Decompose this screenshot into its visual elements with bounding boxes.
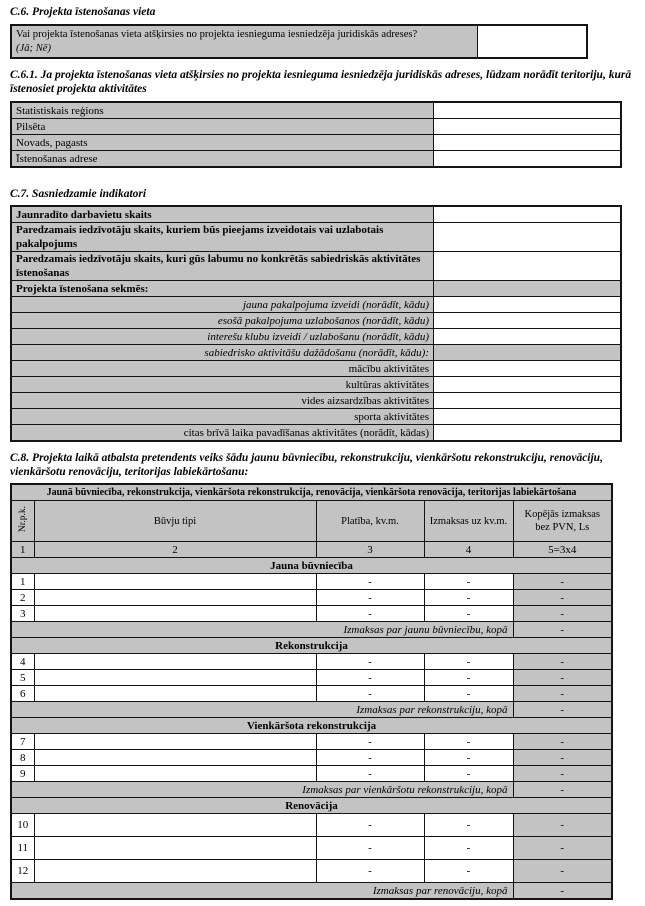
c61-table — [10, 101, 622, 168]
table-row — [11, 425, 621, 442]
total-cost-cell: - — [513, 750, 612, 766]
c61-label-address: Īstenošanas adrese — [11, 151, 434, 168]
c7-label-sport-activities: sporta aktivitātes — [11, 409, 434, 425]
table-row — [11, 734, 612, 750]
building-type-field[interactable] — [34, 766, 316, 782]
total-cost-cell: - — [513, 606, 612, 622]
cost-per-sqm-field[interactable]: - — [424, 734, 513, 750]
c7-label-culture-activities: kultūras aktivitātes — [11, 377, 434, 393]
cost-per-sqm-field[interactable]: - — [424, 574, 513, 590]
table-row — [11, 654, 612, 670]
table-row — [11, 750, 612, 766]
c7-label-activity-diversification: sabiedrisko aktivitāšu dažādošanu (norādīt, kādu): — [11, 345, 434, 361]
total-cost-cell: - — [513, 814, 612, 837]
area-field[interactable]: - — [316, 606, 424, 622]
c7-label-residents-benefit: Paredzamais iedzīvotāju skaits, kuri gūs labumu no konkrētās sabiedriskās aktivitātes īstenošanas — [11, 252, 434, 281]
group-total-label: Izmaksas par vienkāršotu rekonstrukciju, kopā — [11, 782, 513, 798]
table-row — [11, 670, 612, 686]
c61-label-parish: Novads, pagasts — [11, 135, 434, 151]
row-number-cell: 2 — [11, 590, 34, 606]
c7-residents-benefit-field[interactable] — [434, 252, 622, 281]
table-row — [11, 837, 612, 860]
c8-group-header-row — [11, 558, 612, 574]
table-row — [11, 329, 621, 345]
c7-label-project-promotes: Projekta īstenošana sekmēs: — [11, 281, 434, 297]
c61-address-field[interactable] — [434, 151, 622, 168]
c8-col-nr-label: Nr.p.k. — [17, 505, 28, 533]
c7-table — [10, 205, 622, 442]
cost-per-sqm-field[interactable]: - — [424, 750, 513, 766]
table-row — [11, 252, 621, 281]
c8-col-total-cost: Kopējās izmaksas bez PVN, Ls — [513, 501, 612, 542]
c8-table — [10, 483, 613, 900]
total-cost-cell: - — [513, 766, 612, 782]
c7-new-jobs-field[interactable] — [434, 206, 622, 223]
c7-residents-service-field[interactable] — [434, 223, 622, 252]
c7-environment-activities-field[interactable] — [434, 393, 622, 409]
area-field[interactable]: - — [316, 670, 424, 686]
table-row — [11, 151, 621, 168]
c8-column-numbers-row — [11, 542, 612, 558]
c8-group-new-construction: Jauna būvniecība — [11, 558, 612, 574]
c8-group-header-row — [11, 798, 612, 814]
c8-group-header-row — [11, 718, 612, 734]
total-cost-cell: - — [513, 860, 612, 883]
c8-colnum-2: 2 — [34, 542, 316, 558]
c7-label-interest-clubs: interešu klubu izveidi / uzlabošanu (norādīt, kādu) — [11, 329, 434, 345]
cost-per-sqm-field[interactable]: - — [424, 814, 513, 837]
section-c61-title: C.6.1. Ja projekta īstenošanas vieta atšķirsies no projekta iesnieguma iesniedzēja juridiskās adreses, lūdzam norādīt teritoriju, kurā īstenosiet projekta aktivitātes — [10, 69, 632, 95]
building-type-field[interactable] — [34, 606, 316, 622]
c8-table-caption: Jaunā būvniecība, rekonstrukcija, vienkāršota rekonstrukcija, renovācija, vienkāršota renovācija, teritorijas labiekārtošana — [11, 484, 612, 501]
c7-label-new-jobs: Jaunradīto darbavietu skaits — [11, 206, 434, 223]
cost-per-sqm-field[interactable]: - — [424, 766, 513, 782]
c7-label-other-leisure-activities: citas brīvā laika pavadīšanas aktivitātes (norādīt, kādas) — [11, 425, 434, 442]
c8-colnum-5: 5=3x4 — [513, 542, 612, 558]
c7-label-education-activities: mācību aktivitātes — [11, 361, 434, 377]
c7-education-activities-field[interactable] — [434, 361, 622, 377]
row-number-cell: 11 — [11, 837, 34, 860]
table-row — [11, 119, 621, 135]
table-row — [11, 102, 621, 119]
area-field[interactable]: - — [316, 814, 424, 837]
c7-new-service-field[interactable] — [434, 297, 622, 313]
row-number-cell: 1 — [11, 574, 34, 590]
group-total-value: - — [513, 702, 612, 718]
c8-colnum-1: 1 — [11, 542, 34, 558]
c6-question-row — [11, 25, 587, 58]
c61-city-field[interactable] — [434, 119, 622, 135]
area-field[interactable]: - — [316, 837, 424, 860]
table-row — [11, 223, 621, 252]
building-type-field[interactable] — [34, 814, 316, 837]
c7-label-new-service: jauna pakalpojuma izveidi (norādīt, kādu) — [11, 297, 434, 313]
total-cost-cell: - — [513, 686, 612, 702]
table-row — [11, 409, 621, 425]
c8-group-reconstruction: Rekonstrukcija — [11, 638, 612, 654]
table-row — [11, 281, 621, 297]
c8-col-nr — [11, 501, 34, 542]
total-cost-cell: - — [513, 734, 612, 750]
group-total-value: - — [513, 883, 612, 900]
row-number-cell: 5 — [11, 670, 34, 686]
table-row — [11, 377, 621, 393]
c8-colnum-3: 3 — [316, 542, 424, 558]
c8-group-total-row — [11, 782, 612, 798]
c61-parish-field[interactable] — [434, 135, 622, 151]
row-number-cell: 4 — [11, 654, 34, 670]
c6-table — [10, 24, 588, 59]
c6-answer-field[interactable] — [478, 25, 588, 58]
row-number-cell: 7 — [11, 734, 34, 750]
row-number-cell: 3 — [11, 606, 34, 622]
total-cost-cell: - — [513, 590, 612, 606]
total-cost-cell: - — [513, 670, 612, 686]
cost-per-sqm-field[interactable]: - — [424, 670, 513, 686]
area-field[interactable]: - — [316, 766, 424, 782]
table-row — [11, 206, 621, 223]
c7-improved-service-field[interactable] — [434, 313, 622, 329]
table-row — [11, 686, 612, 702]
cost-per-sqm-field[interactable]: - — [424, 686, 513, 702]
c7-activity-diversification-cell — [434, 345, 622, 361]
cost-per-sqm-field[interactable]: - — [424, 860, 513, 883]
row-number-cell: 6 — [11, 686, 34, 702]
table-row — [11, 135, 621, 151]
row-number-cell: 12 — [11, 860, 34, 883]
c8-group-simplified-reconstruction: Vienkāršota rekonstrukcija — [11, 718, 612, 734]
building-type-field[interactable] — [34, 590, 316, 606]
table-row — [11, 860, 612, 883]
c61-label-region: Statistiskais reģions — [11, 102, 434, 119]
c61-label-city: Pilsēta — [11, 119, 434, 135]
c8-colnum-4: 4 — [424, 542, 513, 558]
building-type-field[interactable] — [34, 750, 316, 766]
c7-label-improved-service: esošā pakalpojuma uzlabošanos (norādīt, kādu) — [11, 313, 434, 329]
c7-project-promotes-cell — [434, 281, 622, 297]
area-field[interactable]: - — [316, 734, 424, 750]
building-type-field[interactable] — [34, 654, 316, 670]
building-type-field[interactable] — [34, 686, 316, 702]
cost-per-sqm-field[interactable]: - — [424, 654, 513, 670]
total-cost-cell: - — [513, 837, 612, 860]
c6-question-cell — [11, 25, 478, 58]
building-type-field[interactable] — [34, 734, 316, 750]
c8-group-total-row — [11, 622, 612, 638]
area-field[interactable]: - — [316, 686, 424, 702]
row-number-cell: 9 — [11, 766, 34, 782]
section-c8-title: C.8. Projekta laikā atbalsta pretendents veiks šādu jaunu būvniecību, rekonstrukciju, vienkāršotu rekonstrukciju, renovāciju, vienkāršotu renovāciju, teritorijas labiekārtošanu: — [10, 452, 603, 478]
c8-col-cost-per-sqm: Izmaksas uz kv.m. — [424, 501, 513, 542]
section-c7-title: C.7. Sasniedzamie indikatori — [10, 188, 147, 200]
c7-label-residents-service: Paredzamais iedzīvotāju skaits, kuriem būs pieejams izveidotais vai uzlabotais pakalpojums — [11, 223, 434, 252]
c7-other-leisure-activities-field[interactable] — [434, 425, 622, 442]
c8-group-renovation: Renovācija — [11, 798, 612, 814]
total-cost-cell: - — [513, 574, 612, 590]
table-row — [11, 766, 612, 782]
c8-col-area: Platība, kv.m. — [316, 501, 424, 542]
group-total-value: - — [513, 782, 612, 798]
table-row — [11, 361, 621, 377]
table-row — [11, 814, 612, 837]
table-row — [11, 590, 612, 606]
table-row — [11, 345, 621, 361]
group-total-value: - — [513, 622, 612, 638]
section-c6-title: C.6. Projekta īstenošanas vieta — [10, 6, 156, 18]
table-row — [11, 297, 621, 313]
c7-culture-activities-field[interactable] — [434, 377, 622, 393]
table-row — [11, 313, 621, 329]
c7-interest-clubs-field[interactable] — [434, 329, 622, 345]
area-field[interactable]: - — [316, 590, 424, 606]
building-type-field[interactable] — [34, 837, 316, 860]
area-field[interactable]: - — [316, 860, 424, 883]
c8-group-header-row — [11, 638, 612, 654]
building-type-field[interactable] — [34, 670, 316, 686]
c6-question-hint: (Jā; Nē) — [16, 42, 51, 54]
table-row — [11, 574, 612, 590]
area-field[interactable]: - — [316, 574, 424, 590]
total-cost-cell: - — [513, 654, 612, 670]
cost-per-sqm-field[interactable]: - — [424, 606, 513, 622]
cost-per-sqm-field[interactable]: - — [424, 590, 513, 606]
area-field[interactable]: - — [316, 750, 424, 766]
table-row — [11, 606, 612, 622]
row-number-cell: 10 — [11, 814, 34, 837]
group-total-label: Izmaksas par rekonstrukciju, kopā — [11, 702, 513, 718]
row-number-cell: 8 — [11, 750, 34, 766]
c8-caption-row — [11, 484, 612, 501]
area-field[interactable]: - — [316, 654, 424, 670]
c8-header-row — [11, 501, 612, 542]
group-total-label: Izmaksas par renovāciju, kopā — [11, 883, 513, 900]
table-row — [11, 393, 621, 409]
group-total-label: Izmaksas par jaunu būvniecību, kopā — [11, 622, 513, 638]
building-type-field[interactable] — [34, 860, 316, 883]
c7-label-environment-activities: vides aizsardzības aktivitātes — [11, 393, 434, 409]
c7-sport-activities-field[interactable] — [434, 409, 622, 425]
cost-per-sqm-field[interactable]: - — [424, 837, 513, 860]
c8-group-total-row — [11, 883, 612, 900]
c8-col-building-types: Būvju tipi — [34, 501, 316, 542]
c8-group-total-row — [11, 702, 612, 718]
c61-region-field[interactable] — [434, 102, 622, 119]
c6-question-text: Vai projekta īstenošanas vieta atšķirsies no projekta iesnieguma iesniedzēja juridiskās adreses? — [16, 29, 418, 40]
building-type-field[interactable] — [34, 574, 316, 590]
